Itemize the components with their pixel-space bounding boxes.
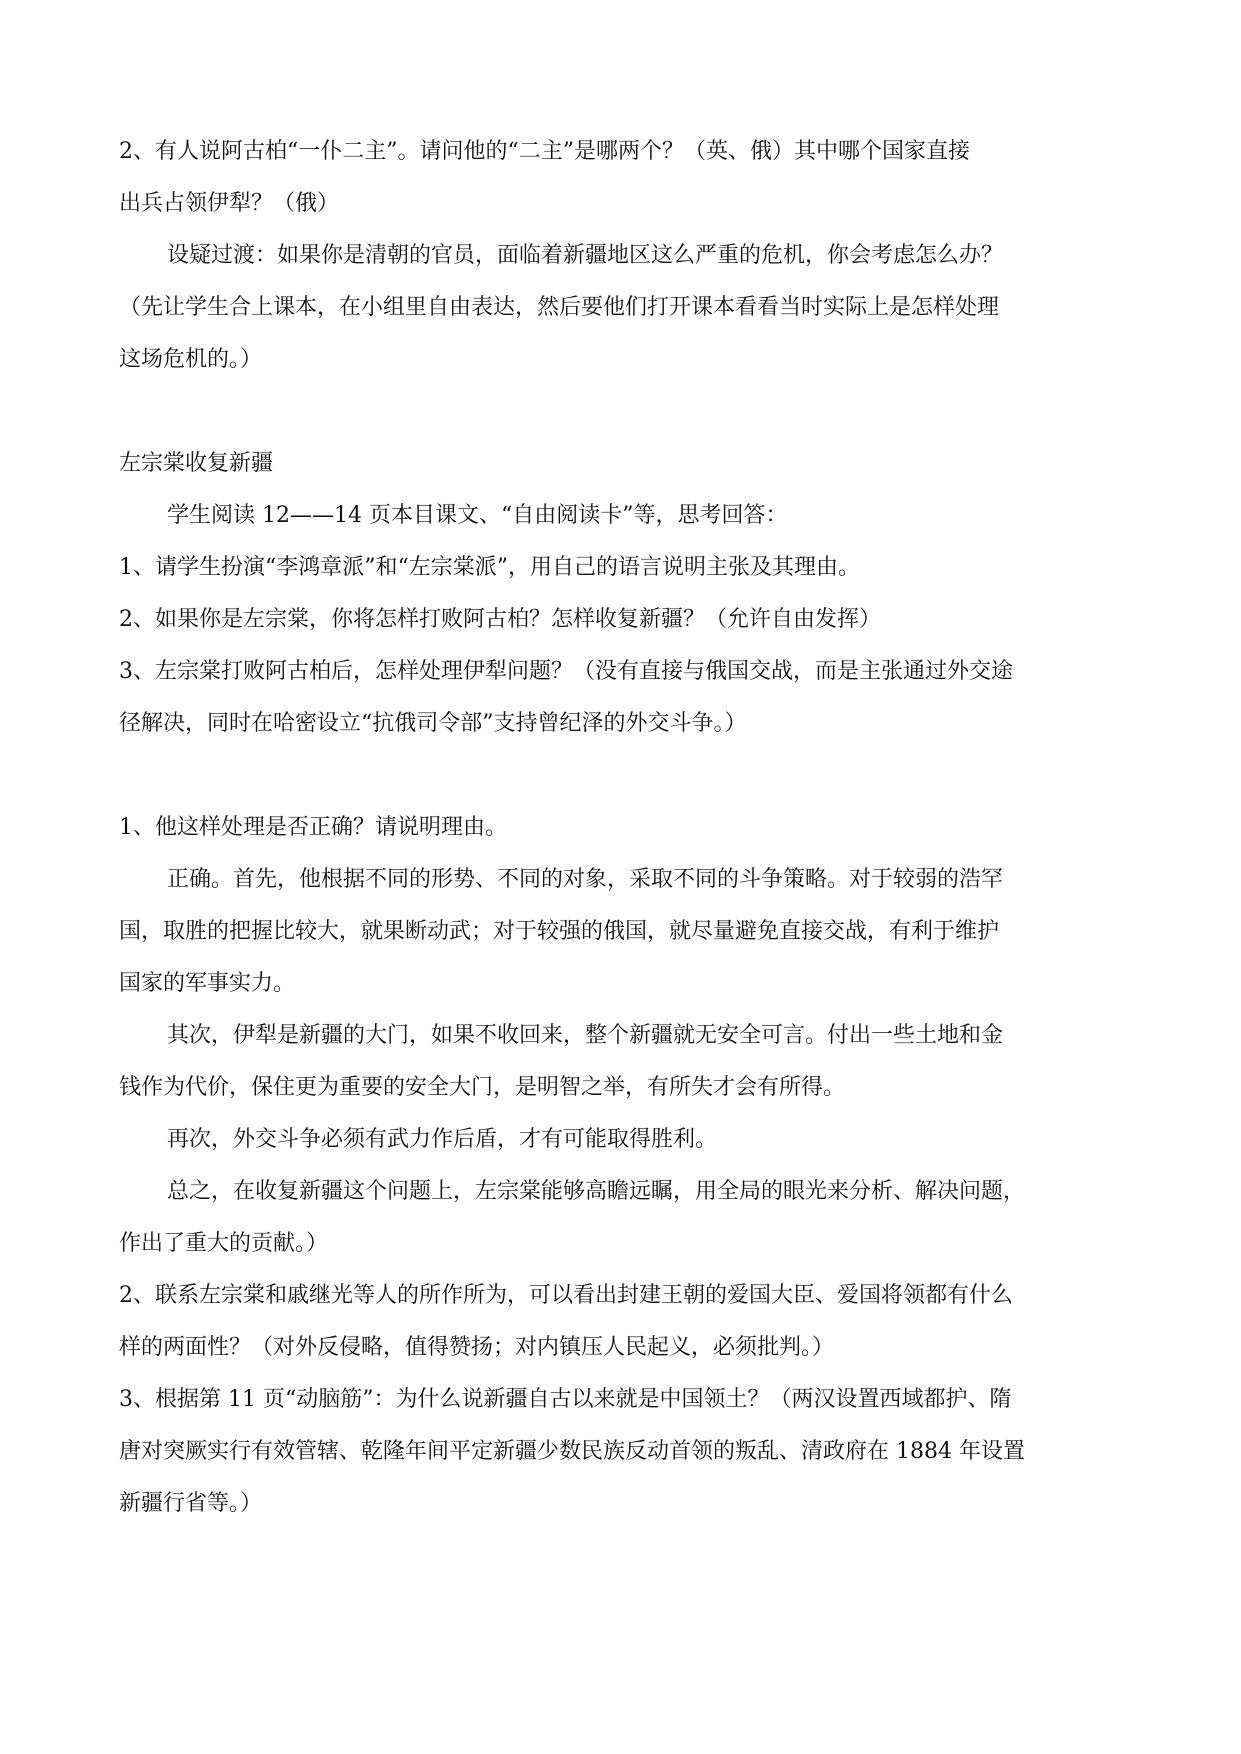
- document-page: [119, 126, 1125, 1530]
- paragraph-line: 2、联系左宗棠和戚继光等人的所作所为，可以看出封建王朝的爱国大臣、爱国将领都有什么: [119, 1283, 1014, 1308]
- paragraph-line: 出兵占领伊犁？（俄）: [119, 191, 340, 216]
- blank-line: [119, 750, 1125, 802]
- paragraph-line: 2、如果你是左宗棠，你将怎样打败阿古柏？怎样收复新疆？（允许自由发挥）: [119, 607, 881, 632]
- paragraph-line: 钱作为代价，保住更为重要的安全大门，是明智之举，有所失才会有所得。: [119, 1075, 846, 1100]
- paragraph-line: 2、有人说阿古柏“一仆二主”。请问他的“二主”是哪两个？（英、俄）其中哪个国家直接: [119, 139, 970, 164]
- paragraph-line: 新疆行省等。）: [119, 1491, 263, 1516]
- paragraph-line: 1、请学生扮演“李鸿章派”和“左宗棠派”，用自己的语言说明主张及其理由。: [119, 555, 860, 580]
- paragraph-line: 国家的军事实力。: [119, 971, 296, 996]
- blank-line: [119, 386, 1125, 438]
- paragraph-line: 样的两面性？（对外反侵略，值得赞扬；对内镇压人民起义，必须批判。）: [119, 1335, 835, 1360]
- paragraph-line: 学生阅读 12——14 页本目课文、“自由阅读卡”等，思考回答：: [167, 503, 788, 528]
- paragraph-line: 1、他这样处理是否正确？请说明理由。: [119, 815, 507, 840]
- paragraph-line: 国，取胜的把握比较大，就果断动武；对于较强的俄国，就尽量避免直接交战，有利于维护: [119, 919, 1000, 944]
- paragraph-line: 3、左宗棠打败阿古柏后，怎样处理伊犁问题？（没有直接与俄国交战，而是主张通过外交途: [119, 659, 1014, 684]
- paragraph-line: 正确。首先，他根据不同的形势、不同的对象，采取不同的斗争策略。对于较弱的浩罕: [167, 867, 1004, 892]
- paragraph-line: 设疑过渡：如果你是清朝的官员，面临着新疆地区这么严重的危机，你会考虑怎么办？: [167, 243, 1004, 268]
- paragraph-line: 其次，伊犁是新疆的大门，如果不收回来，整个新疆就无安全可言。付出一些土地和金: [167, 1023, 1004, 1048]
- paragraph-line: 再次，外交斗争必须有武力作后盾，才有可能取得胜利。: [167, 1127, 718, 1152]
- paragraph-line: 作出了重大的贡献。）: [119, 1231, 329, 1256]
- section-heading: 左宗棠收复新疆: [119, 451, 274, 476]
- paragraph-line: 唐对突厥实行有效管辖、乾隆年间平定新疆少数民族反动首领的叛乱、清政府在 1884 年设置: [119, 1439, 1025, 1464]
- paragraph-line: 这场危机的。）: [119, 347, 263, 372]
- paragraph-line: 3、根据第 11 页“动脑筋”：为什么说新疆自古以来就是中国领土？（两汉设置西域都护、隋: [119, 1387, 1012, 1412]
- paragraph-line: （先让学生合上课本，在小组里自由表达，然后要他们打开课本看看当时实际上是怎样处理: [119, 295, 1000, 320]
- paragraph-line: 径解决，同时在哈密设立“抗俄司令部”支持曾纪泽的外交斗争。）: [119, 711, 747, 736]
- paragraph-line: 总之，在收复新疆这个问题上，左宗棠能够高瞻远瞩，用全局的眼光来分析、解决问题，: [167, 1179, 1026, 1204]
